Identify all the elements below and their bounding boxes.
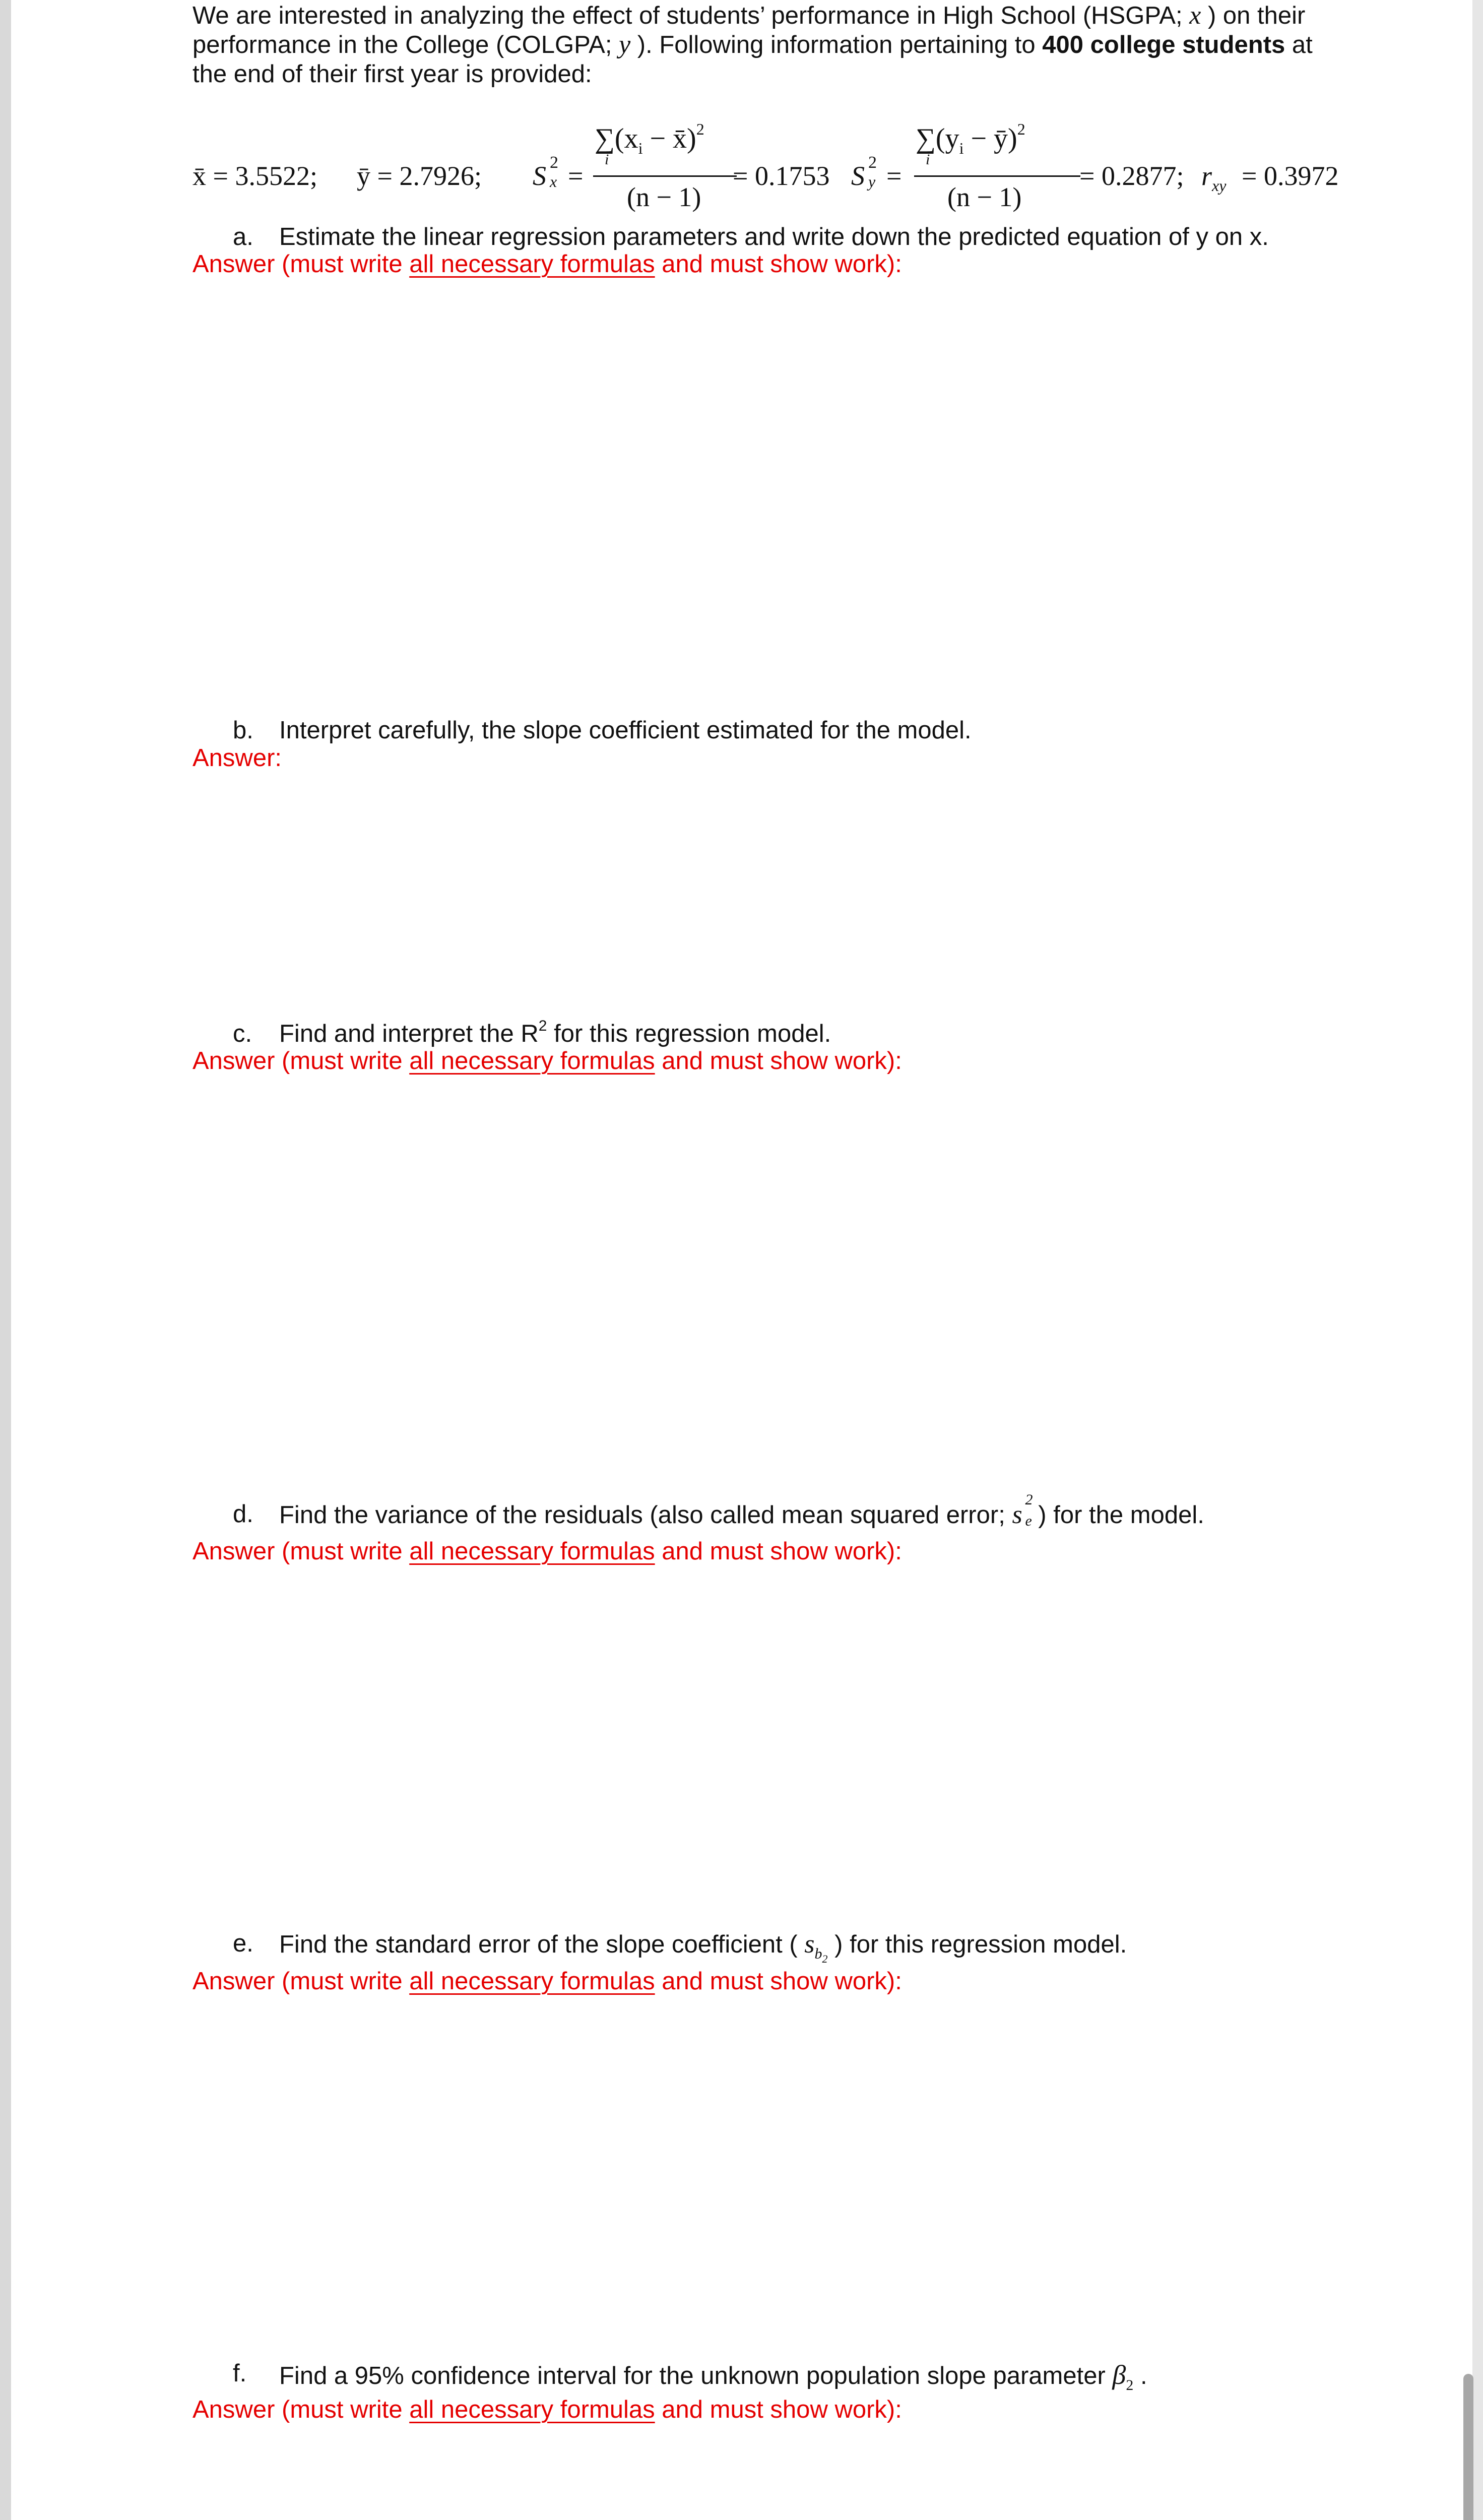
question-f-letter: f. [233,2360,247,2387]
sx-num-i: i [638,139,643,157]
document-page [11,0,1472,2520]
intro-text-1: We are interested in analyzing the effect of students’ performance in High School (HSGPA; [192,2,1190,29]
question-d-symbol [1012,1491,1033,1529]
answer-c-underlined: all necessary formulas [409,1047,655,1075]
answer-a-pre: Answer (must write [192,250,410,278]
answer-e-post: and must show work): [655,1968,902,1995]
question-e-letter: e. [233,1930,253,1957]
sy-sum-sub: i [926,151,930,168]
r-letter: r [1201,161,1212,191]
question-a-letter: a. [233,223,253,250]
question-e-sym: s [804,1930,815,1959]
xbar-value: x̄ = 3.5522; [192,161,317,191]
intro-text-4: at the end of their first year is provided: [192,31,1313,88]
sx-numerator [595,120,704,158]
question-d-text [279,1491,1204,1530]
ybar-value: ȳ = 2.7926; [357,161,482,191]
sy-num-i: i [959,139,964,157]
intro-text-2: ) on their performance in the College (COLGPA; [192,2,1306,58]
question-c-sup: 2 [538,1018,547,1034]
intro-paragraph [192,1,1351,89]
intro-text-3: ). Following information pertaining to [630,31,1043,58]
question-f-post: . [1133,2362,1147,2389]
question-d-post: ) for the model. [1031,1501,1204,1529]
r-sub: xy [1212,176,1227,195]
question-d-sym-sub: e [1025,1513,1032,1529]
answer-d-underlined: all necessary formulas [409,1538,655,1565]
question-e-symbol [804,1930,828,1965]
sy-num-rest: − ȳ) [963,123,1017,154]
answer-f-underlined: all necessary formulas [409,2396,655,2423]
question-c-post: for this regression model. [547,1020,831,1047]
sx-num-rest: − x̄) [642,123,696,154]
answer-f-prompt [192,2396,902,2424]
rxy-label [1201,160,1226,195]
question-e-text [279,1929,1127,1966]
sy-denominator: (n − 1) [947,182,1022,212]
sy-value: = 0.2877; [1079,161,1184,191]
sx-sum-sub: i [605,151,609,168]
answer-e-pre: Answer (must write [192,1968,410,1995]
question-b-letter: b. [233,717,253,744]
scrollbar-track[interactable] [1472,0,1483,2520]
sx-fraction-bar [593,175,737,177]
question-c-text [279,1020,831,1048]
rxy-value: = 0.3972 [1242,161,1339,191]
intro-bold-sample: 400 college students [1042,31,1285,58]
question-f-sym: β [1112,2360,1126,2390]
sy-fraction-bar [914,175,1080,177]
sx-num-sq: 2 [696,120,704,138]
question-d-sym-sup: 2 [1025,1491,1033,1508]
sx-squared-label [533,153,584,192]
answer-d-prompt [192,1537,902,1565]
question-f-pre: Find a 95% confidence interval for the unknown population slope parameter [279,2362,1113,2389]
question-f-symbol [1112,2360,1134,2393]
answer-b-prompt: Answer: [192,744,282,772]
intro-x-var: x [1189,1,1201,30]
answer-e-underlined: all necessary formulas [409,1968,655,1995]
question-d-letter: d. [233,1500,253,1528]
sx-denominator: (n − 1) [627,182,701,212]
question-f-text [279,2359,1147,2394]
answer-f-pre: Answer (must write [192,2396,410,2423]
question-d-pre: Find the variance of the residuals (also called mean squared error; [279,1501,1012,1529]
answer-a-prompt [192,250,902,278]
sx-equals: = [568,161,584,191]
answer-c-pre: Answer (must write [192,1047,410,1075]
question-e-pre: Find the standard error of the slope coefficient ( [279,1931,805,1958]
question-c-pre: Find and interpret the R [279,1020,539,1047]
answer-f-post: and must show work): [655,2396,902,2423]
answer-c-post: and must show work): [655,1047,902,1075]
sx-sub: x [550,172,557,191]
question-e-sym-sub: b [814,1945,822,1962]
intro-y-var: y [619,30,631,59]
sx-letter: S [533,161,546,191]
sx-sup: 2 [550,153,558,172]
sy-sub: y [868,172,876,191]
question-b-text: Interpret carefully, the slope coefficient estimated for the model. [279,717,972,744]
question-c-letter: c. [233,1020,252,1047]
sy-letter: S [851,161,865,191]
answer-e-prompt [192,1967,902,1995]
question-d-sym: s [1012,1500,1022,1529]
sy-numerator [916,120,1025,158]
scrollbar-thumb[interactable] [1463,2374,1473,2520]
answer-d-post: and must show work): [655,1538,902,1565]
answer-d-pre: Answer (must write [192,1538,410,1565]
answer-c-prompt [192,1047,902,1075]
sy-sup: 2 [868,153,877,172]
sy-squared-label [851,153,902,192]
answer-a-underlined: all necessary formulas [409,250,655,278]
sy-num-sum: ∑(y [916,123,959,154]
question-a-text: Estimate the linear regression parameters and write down the predicted equation of y on x. [279,223,1269,250]
sx-num-sum: ∑(x [595,123,638,154]
sy-equals: = [886,161,902,191]
answer-a-post: and must show work): [655,250,902,278]
question-f-sym-sub: 2 [1126,2377,1134,2393]
sy-num-sq: 2 [1017,120,1025,138]
question-e-sym-subsub: 2 [822,1952,828,1965]
question-e-post: ) for this regression model. [827,1931,1127,1958]
sx-value: = 0.1753 [733,161,830,191]
